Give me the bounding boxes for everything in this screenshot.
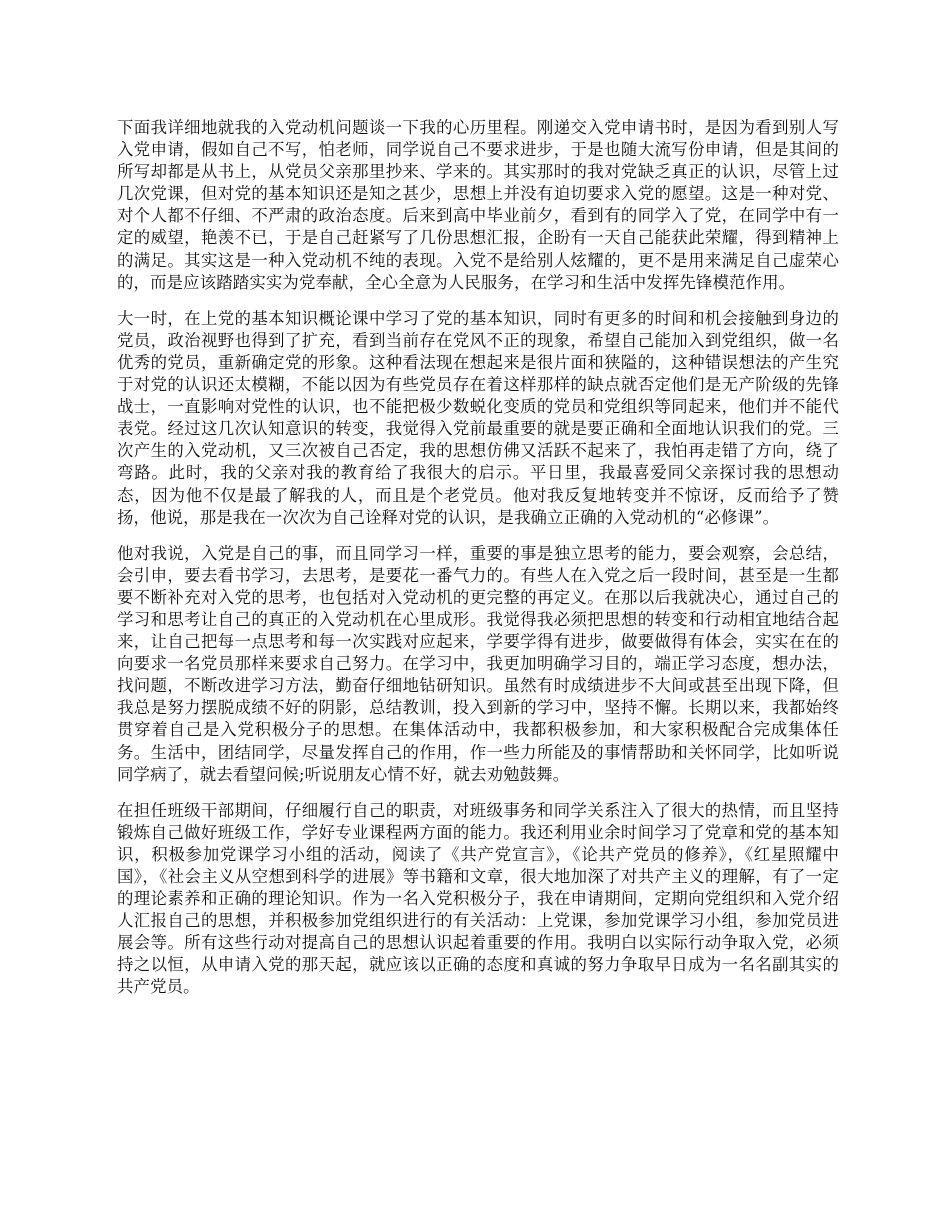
paragraph-4: 在担任班级干部期间，仔细履行自己的职责，对班级事务和同学关系注入了很大的热情，而且坚持锻炼自己做好班级工作，学好专业课程两方面的能力。我还利用业余时间学习了党章和党的基本知识，积极参加党课学习小组的活动，阅读了《共产党宣言》，《论共产党员的修养》，《红星照耀中国》，《社会主义从空想到科学的进展》等书籍和文章，很大地加深了对共产主义的理解，有了一定的理论素养和正确的理论知识。作为一名入党积极分子，我在申请期间，定期向党组织和入党介绍人汇报自己的思想，并积极参加党组织进行的有关活动：上党课，参加党课学习小组，参加党员进展会等。所有这些行动对提高自己的思想认识起着重要的作用。我明白以实际行动争取入党，必须持之以恒，从申请入党的那天起，就应该以正确的态度和真诚的努力争取早日成为一名名副其实的共产党员。	[117, 800, 839, 997]
document-page	[117, 117, 839, 1013]
paragraph-2: 大一时，在上党的基本知识概论课中学习了党的基本知识，同时有更多的时间和机会接触到身边的党员，政治视野也得到了扩充，看到当前存在党风不正的现象，希望自己能加入到党组织，做一名优秀的党员，重新确定党的形象。这种看法现在想起来是很片面和狭隘的，这种错误想法的产生究于对党的认识还太模糊，不能以因为有些党员存在着这样那样的缺点就否定他们是无产阶级的先锋战士，一直影响对党性的认识，也不能把极少数蜕化变质的党员和党组织等同起来，他们并不能代表党。经过这几次认知意识的转变，我觉得入党前最重要的就是要正确和全面地认识我们的党。三次产生的入党动机，又三次被自己否定，我的思想仿佛又活跃不起来了，我怕再走错了方向，绕了弯路。此时，我的父亲对我的教育给了我很大的启示。平日里，我最喜爱同父亲探讨我的思想动态，因为他不仅是最了解我的人，而且是个老党员。他对我反复地转变并不惊讶，反而给予了赞扬，他说，那是我在一次次为自己诠释对党的认识，是我确立正确的入党动机的“必修课”。	[117, 308, 839, 527]
paragraph-3: 他对我说，入党是自己的事，而且同学习一样，重要的事是独立思考的能力，要会观察，会总结，会引申，要去看书学习，去思考，是要花一番气力的。有些人在入党之后一段时间，甚至是一生都要不断补充对入党的思考，也包括对入党动机的更完整的再定义。在那以后我就决心，通过自己的学习和思考让自己的真正的入党动机在心里成形。我觉得我必须把思想的转变和行动相宜地结合起来，让自己把每一点思考和每一次实践对应起来，学要学得有进步，做要做得有体会，实实在在的向要求一名党员那样来要求自己努力。在学习中，我更加明确学习目的，端正学习态度，想办法，找问题，不断改进学习方法，勤奋仔细地钻研知识。虽然有时成绩进步不大间或甚至出现下降，但我总是努力摆脱成绩不好的阴影，总结教训，投入到新的学习中，坚持不懈。长期以来，我都始终贯穿着自己是入党积极分子的思想。在集体活动中，我都积极参加，和大家积极配合完成集体任务。生活中，团结同学，尽量发挥自己的作用，作一些力所能及的事情帮助和关怀同学，比如听说同学病了，就去看望问候;听说朋友心情不好，就去劝勉鼓舞。	[117, 543, 839, 784]
paragraph-1: 下面我详细地就我的入党动机问题谈一下我的心历里程。刚递交入党申请书时，是因为看到别人写入党申请，假如自己不写，怕老师，同学说自己不要求进步，于是也随大流写份申请，但是其间的所写却都是从书上，从党员父亲那里抄来、学来的。其实那时的我对党缺乏真正的认识，尽管上过几次党课，但对党的基本知识还是知之甚少，思想上并没有迫切要求入党的愿望。这是一种对党、对个人都不仔细、不严肃的政治态度。后来到高中毕业前夕，看到有的同学入了党，在同学中有一定的威望，艳羡不已，于是自己赶紧写了几份思想汇报，企盼有一天自己能获此荣耀，得到精神上的满足。其实这是一种入党动机不纯的表现。入党不是给别人炫耀的，更不是用来满足自己虚荣心的，而是应该踏踏实实为党奉献，全心全意为人民服务，在学习和生活中发挥先锋模范作用。	[117, 118, 839, 292]
